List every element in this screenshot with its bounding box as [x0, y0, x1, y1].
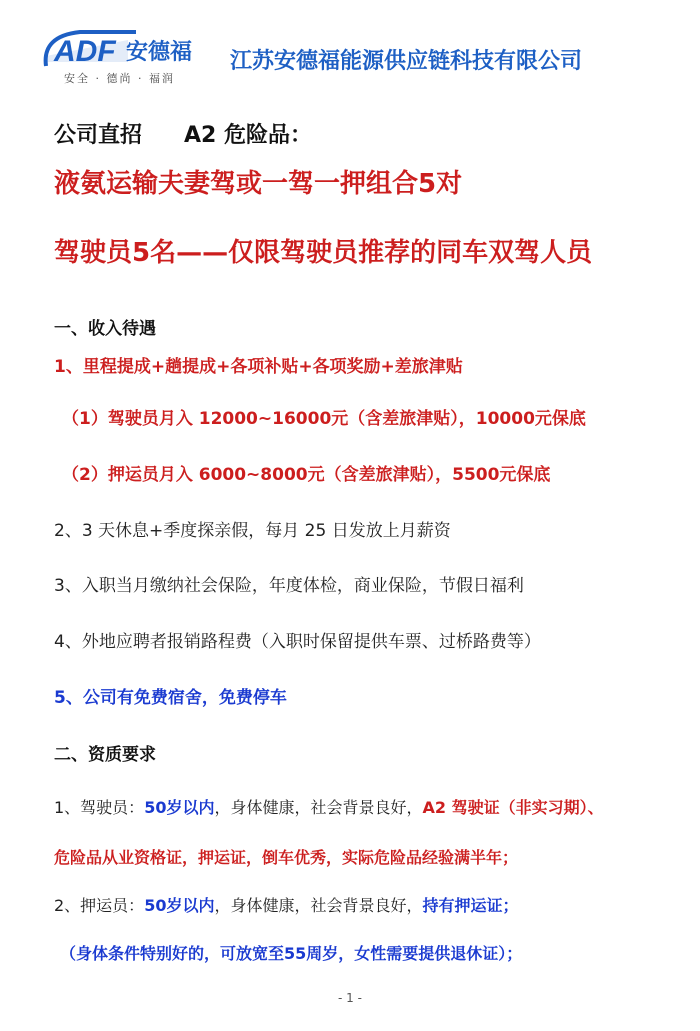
- requirements-heading: 二、资质要求: [54, 745, 156, 765]
- income-heading: 一、收入待遇: [54, 319, 156, 339]
- title-line-1: [54, 118, 312, 149]
- title-line-3: 驾驶员5名——仅限驾驶员推荐的同车双驾人员: [54, 238, 593, 268]
- income-item-1b: （2）押运员月入 6000~8000元（含差旅津贴），5500元保底: [62, 465, 551, 485]
- company-name: 江苏安德福能源供应链科技有限公司: [230, 49, 583, 74]
- driver-age-limit: 50岁以内: [144, 798, 215, 817]
- income-item-5: 5、公司有免费宿舍，免费停车: [54, 688, 287, 708]
- income-item-1: 1、里程提成+趟提成+各项补贴+各项奖励+差旅津贴: [54, 357, 463, 377]
- direct-hire-label: 公司直招: [54, 123, 143, 148]
- company-logo: [40, 26, 215, 86]
- license-category-label: A2 危险品：: [184, 123, 313, 148]
- income-item-3: 3、入职当月缴纳社会保险，年度体检，商业保险，节假日福利: [54, 576, 524, 596]
- escort-health-text: ，身体健康，社会背景良好，: [214, 896, 423, 915]
- driver-requirement-line-1: [54, 795, 604, 818]
- income-item-1a: （1）驾驶员月入 12000~16000元（含差旅津贴），10000元保底: [62, 409, 586, 429]
- logo-mark-icon: [40, 26, 215, 70]
- escort-requirement-line: [54, 893, 519, 916]
- svg-text:安德福: 安德福: [126, 40, 193, 65]
- document-header: [0, 0, 700, 100]
- svg-text:ADF: ADF: [54, 35, 116, 68]
- escort-label: 2、押运员：: [54, 896, 145, 915]
- income-item-4: 4、外地应聘者报销路程费（入职时保留提供车票、过桥路费等）: [54, 632, 541, 652]
- income-item-2: 2、3 天休息+季度探亲假，每月 25 日发放上月薪资: [54, 521, 451, 541]
- driver-requirement-line-2: 危险品从业资格证，押运证，倒车优秀，实际危险品经验满半年；: [54, 848, 519, 867]
- page-number: - 1 -: [338, 991, 362, 1005]
- escort-age-limit: 50岁以内: [144, 896, 215, 915]
- escort-requirement-note: （身体条件特别好的，可放宽至55周岁，女性需要提供退休证）；: [60, 944, 523, 963]
- driver-label: 1、驾驶员：: [54, 798, 145, 817]
- logo-slogan: 安全 · 德尚 · 福润: [64, 72, 175, 85]
- title-line-2: 液氨运输夫妻驾或一驾一押组合5对: [54, 169, 463, 199]
- escort-cert-text: 持有押运证；: [422, 896, 519, 915]
- driver-license-text: A2 驾驶证（非实习期）、: [422, 798, 604, 817]
- driver-health-text: ，身体健康，社会背景良好，: [214, 798, 423, 817]
